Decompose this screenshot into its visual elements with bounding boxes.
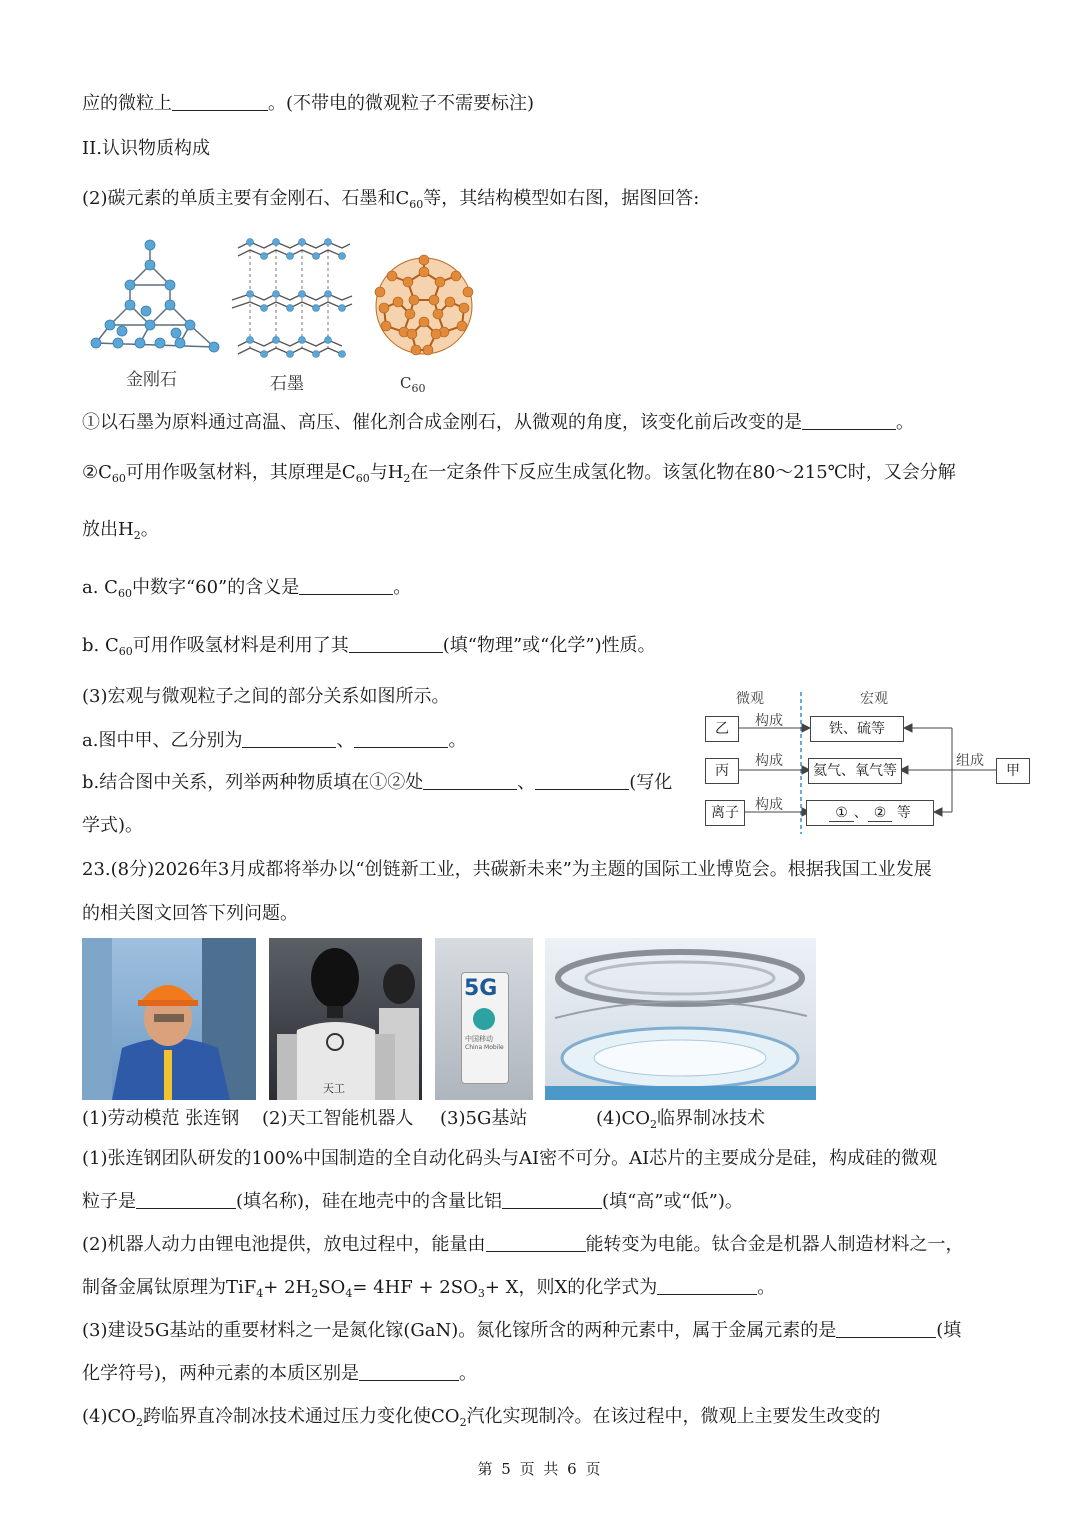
text: = 4HF + 2SO (352, 1277, 478, 1298)
question-23-4 (82, 1405, 881, 1429)
text: 可用作吸氢材料，其原理是C (125, 462, 356, 483)
robot-illustration (269, 938, 422, 1100)
question-2-1 (82, 411, 914, 435)
box-jia: 甲 (996, 758, 1030, 784)
subscript: 2 (136, 1416, 144, 1429)
text: a. C (82, 577, 118, 598)
micro-label: 微观 (736, 691, 764, 707)
gouchen-label-1: 构成 (755, 713, 783, 729)
text: 。 (140, 519, 159, 540)
answer-blank[interactable] (802, 411, 896, 430)
box-gases: 氦气、氧气等 (808, 758, 902, 784)
photo-robot (269, 938, 422, 1100)
answer-blank[interactable] (423, 771, 517, 790)
diamond-caption: 金刚石 (126, 370, 177, 390)
subscript: 2 (650, 1118, 658, 1131)
text: + X，则X的化学式为 (484, 1277, 658, 1298)
subscript: 2 (403, 472, 411, 485)
text: 中数字“60”的含义是 (131, 577, 300, 598)
worker-illustration (82, 938, 256, 1100)
text: (写化 (629, 772, 673, 793)
question-3b-cont (82, 814, 143, 838)
text: 、 (517, 772, 536, 793)
answer-blank[interactable] (535, 771, 629, 790)
question-2-2-cont (82, 518, 159, 542)
micro-macro-diagram (700, 686, 1040, 836)
graphite-caption: 石墨 (270, 374, 304, 394)
page-footer: 第 5 页 共 6 页 (477, 1460, 603, 1478)
box-bing: 丙 (705, 758, 739, 784)
question-3-intro (82, 685, 450, 709)
answer-blank[interactable] (657, 1276, 757, 1295)
text: 与H (369, 462, 404, 483)
box-blanks (806, 800, 934, 826)
graphite-model (230, 238, 354, 358)
subscript: 60 (355, 472, 370, 485)
question-2-intro (82, 187, 699, 211)
text: 等，其结构模型如右图，据图回答: (423, 188, 700, 209)
text: C (400, 374, 412, 392)
text: (2)碳元素的单质主要有金刚石、石墨和C (82, 188, 410, 209)
subscript: 60 (117, 587, 132, 600)
text: b. C (82, 635, 119, 656)
text: 可用作吸氢材料是利用了其 (132, 635, 349, 656)
subscript: 2 (311, 1287, 319, 1300)
text: 。 (757, 1277, 776, 1298)
answer-blank[interactable] (299, 576, 393, 595)
subscript: 60 (118, 645, 133, 658)
caption-5g: (3)5G基站 (440, 1108, 528, 1129)
text: b.结合图中关系，列举两种物质填在①②处 (82, 772, 424, 793)
text: a.图中甲、乙分别为 (82, 730, 243, 751)
box-ion: 离子 (705, 800, 745, 826)
question-23-intro-cont (82, 902, 298, 926)
box-yi: 乙 (705, 716, 739, 742)
text: (填“高”或“低”)。 (602, 1191, 743, 1212)
robot-label: 天工 (323, 1082, 345, 1095)
diamond-model (86, 235, 222, 357)
subscript: 2 (459, 1416, 467, 1429)
blank-1-label: ① (829, 805, 854, 822)
text: ①以石墨为原料通过高温、高压、催化剂合成金刚石，从微观的角度，该变化前后改变的是 (82, 412, 802, 433)
subscript: 60 (409, 198, 424, 211)
section-heading (82, 137, 210, 161)
text: 汽化实现制冷。在该过程中，微观上主要发生改变的 (466, 1406, 881, 1427)
c60-caption (400, 374, 426, 395)
blank-2-label: ② (868, 805, 893, 822)
text: 。 (448, 730, 467, 751)
text: 。 (459, 1363, 478, 1384)
text: ②C (82, 462, 112, 483)
brand-cn: 中国移动 (465, 1035, 493, 1043)
question-23-3 (82, 1319, 961, 1343)
answer-blank[interactable] (242, 729, 336, 748)
text: (4)CO (82, 1406, 137, 1427)
text: 、 (853, 805, 868, 821)
subscript: 60 (411, 382, 426, 395)
answer-blank[interactable] (836, 1319, 936, 1338)
text: 临界制冰技术 (657, 1108, 766, 1129)
question-2-2b (82, 634, 656, 658)
text: 跨临界直冷制冰技术通过压力变化使CO (143, 1406, 460, 1427)
text: 制备金属钛原理为TiF (82, 1277, 257, 1298)
text: (填 (936, 1320, 962, 1341)
question-23-2 (82, 1233, 964, 1257)
text: + 2H (263, 1277, 312, 1298)
answer-blank[interactable] (349, 634, 443, 653)
photo-worker (82, 938, 256, 1100)
text: 。 (896, 412, 914, 433)
text: 。(不带电的微观粒子不需要标注) (268, 93, 535, 114)
brand-en: China Mobile (465, 1044, 504, 1051)
5g-label: 5G (464, 976, 498, 1001)
subscript: 3 (477, 1287, 485, 1300)
photo-ice-rink (545, 938, 816, 1100)
gouchen-label-2: 构成 (755, 753, 783, 769)
caption-ice (596, 1104, 765, 1130)
answer-blank[interactable] (354, 729, 448, 748)
question-23-intro (82, 858, 932, 882)
photo-5g (435, 938, 533, 1100)
text: 。 (393, 577, 412, 598)
gouchen-label-3: 构成 (755, 797, 783, 813)
text: 应的微粒上 (82, 93, 172, 114)
subscript: 60 (111, 472, 126, 485)
text: II.认识物质构成 (82, 138, 210, 159)
question-23-3-cont (82, 1362, 477, 1386)
text-line-1 (82, 92, 534, 116)
question-3b (82, 771, 672, 795)
subscript: 4 (345, 1287, 353, 1300)
c60-model (368, 252, 480, 360)
text: 23.(8分)2026年3月成都将举办以“创链新工业，共碳新未来”为主题的国际工业博览会。根据我国工业发展 (82, 859, 932, 880)
answer-blank[interactable] (486, 1233, 586, 1252)
text: 化学符号)，两种元素的本质区别是 (82, 1363, 360, 1384)
text: (填“物理”或“化学”)性质。 (442, 635, 656, 656)
text: 在一定条件下反应生成氢化物。该氢化物在80～215℃时，又会分解 (410, 462, 956, 483)
answer-blank[interactable] (502, 1190, 602, 1209)
text: 能转变为电能。钛合金是机器人制造材料之一， (585, 1234, 964, 1255)
caption-robot: (2)天工智能机器人 (262, 1108, 414, 1129)
question-3a (82, 729, 466, 753)
text: 放出H (82, 519, 134, 540)
text: 等 (896, 805, 911, 821)
answer-blank[interactable] (136, 1190, 236, 1209)
answer-blank[interactable] (172, 92, 268, 111)
ice-rink-illustration (545, 938, 816, 1100)
text: 粒子是 (82, 1191, 136, 1212)
text: (3)宏观与微观粒子之间的部分关系如图所示。 (82, 686, 450, 707)
box-fe-s: 铁、硫等 (810, 716, 904, 742)
macro-label: 宏观 (860, 691, 888, 707)
answer-blank[interactable] (359, 1362, 459, 1381)
text: (4)CO (596, 1108, 651, 1129)
text: SO (318, 1277, 346, 1298)
zucheng-label: 组成 (956, 753, 984, 769)
china-mobile-logo-icon (473, 1008, 495, 1030)
question-23-2-cont (82, 1276, 775, 1300)
text: 的相关图文回答下列问题。 (82, 903, 298, 924)
text: 、 (336, 730, 355, 751)
text: 学式)。 (82, 815, 144, 836)
subscript: 4 (256, 1287, 264, 1300)
question-23-1 (82, 1147, 937, 1171)
text: (2)机器人动力由锂电池提供，放电过程中，能量由 (82, 1234, 486, 1255)
text: (1)张连钢团队研发的100%中国制造的全自动化码头与AI密不可分。AI芯片的主要成分是硅，构成硅的微观 (82, 1148, 938, 1169)
subscript: 2 (133, 529, 141, 542)
caption-worker: (1)劳动模范 张连钢 (82, 1108, 240, 1129)
question-23-1-cont (82, 1190, 743, 1214)
text: (填名称)，硅在地壳中的含量比铝 (236, 1191, 503, 1212)
text: (3)建设5G基站的重要材料之一是氮化镓(GaN)。氮化镓所含的两种元素中，属于金属元素的是 (82, 1320, 837, 1341)
question-2-2 (82, 461, 956, 485)
question-2-2a (82, 576, 411, 600)
